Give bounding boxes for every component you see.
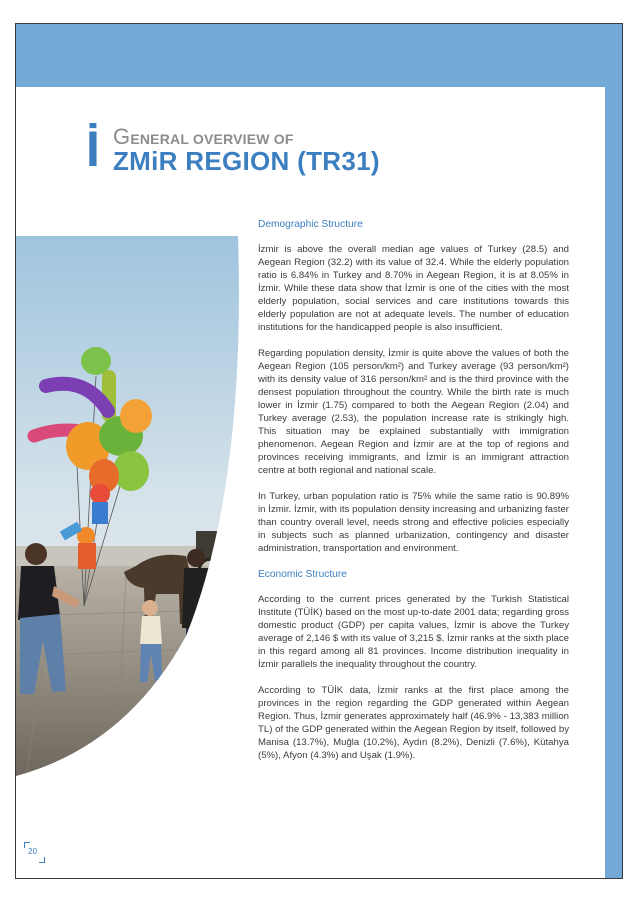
section-heading-demographic: Demographic Structure xyxy=(258,219,363,230)
right-color-band xyxy=(605,24,622,878)
paragraph: According to the current prices generated by the Turkish Statistical Institute (TÜİK) based on the most up-to-date 2001 data; regarding gross domestic product (GDP) per capita values, İzmir is above the Turkey average of 2,146 $ with its value of 3,215 $. İzmir ranks at the sixth place in this regard among all 81 provinces. Income distribution inequality in İzmir parallels the inequality throughout the country. xyxy=(258,594,569,670)
paragraph: According to TÜİK data, İzmir ranks at the first place among the provinces in the region regarding the GDP generated within Aegean Region. Thus, İzmir generates approximately half (46.9% - 13,383 million TL) of the GDP generated within the Aegean Region by itself, followed by Manisa (13.7%), Muğla (10.2%), Aydın (8.2%), Denizli (7.6%), Kütahya (5%), Afyon (4.3%) and Uşak (1.9%). xyxy=(258,685,569,761)
top-color-band xyxy=(16,24,622,87)
title-initial: İ xyxy=(86,121,100,177)
paragraph: İzmir is above the overall median age values of Turkey (28.5) and Aegean Region (32.2) with its value of 32.4. While the elderly population ratio is 6.84% in Turkey and 8.70% in Aegean Region, it is at 8.05% in İzmir. While these data show that İzmir is one of the cities with the most elderly population, social services and care institutions towards this elderly population are not at adequate levels. The number of education institutions for the handicapped people is also insufficient. xyxy=(258,244,569,333)
page-number-corner-top-left xyxy=(24,842,30,848)
balloon-seller-photo xyxy=(16,236,278,776)
title-main: ZMiR REGION (TR31) xyxy=(113,146,380,176)
title-subtitle-rest: ENERAL OVERVIEW OF xyxy=(130,131,294,147)
page-number: 20 xyxy=(28,847,37,856)
title-subtitle-cap: G xyxy=(113,124,131,149)
body-text-column xyxy=(258,218,569,775)
section-heading-economic: Economic Structure xyxy=(258,569,347,580)
paragraph: Regarding population density, İzmir is quite above the values of both the Aegean Region (105 person/km²) and Turkey average (93 person/km²) with its density value of 316 person/km² and is the third province with the densest population throughout the country. While the birth rate is much lower in İzmir (1.75) compared to both the Aegean Region (2.04) and Turkey average (2.53), the population increase rate is strikingly high. This situation may be explained substantially with immigration phenomenon. Aegean Region and İzmir are at the top of regions and provinces receiving immigrants, and İzmir is an immigrant attraction centre at both regional and national scale. xyxy=(258,348,569,476)
paragraph: In Turkey, urban population ratio is 75% while the same ratio is 90.89% in İzmir. İzmir, with its population density increasing and urbanizing faster than country overall level, needs strong and effective policies especially in subjects such as planned urbanization, contingency and disaster administration, transportation and environment. xyxy=(258,491,569,554)
page-number-corner-bottom-right xyxy=(39,857,45,863)
